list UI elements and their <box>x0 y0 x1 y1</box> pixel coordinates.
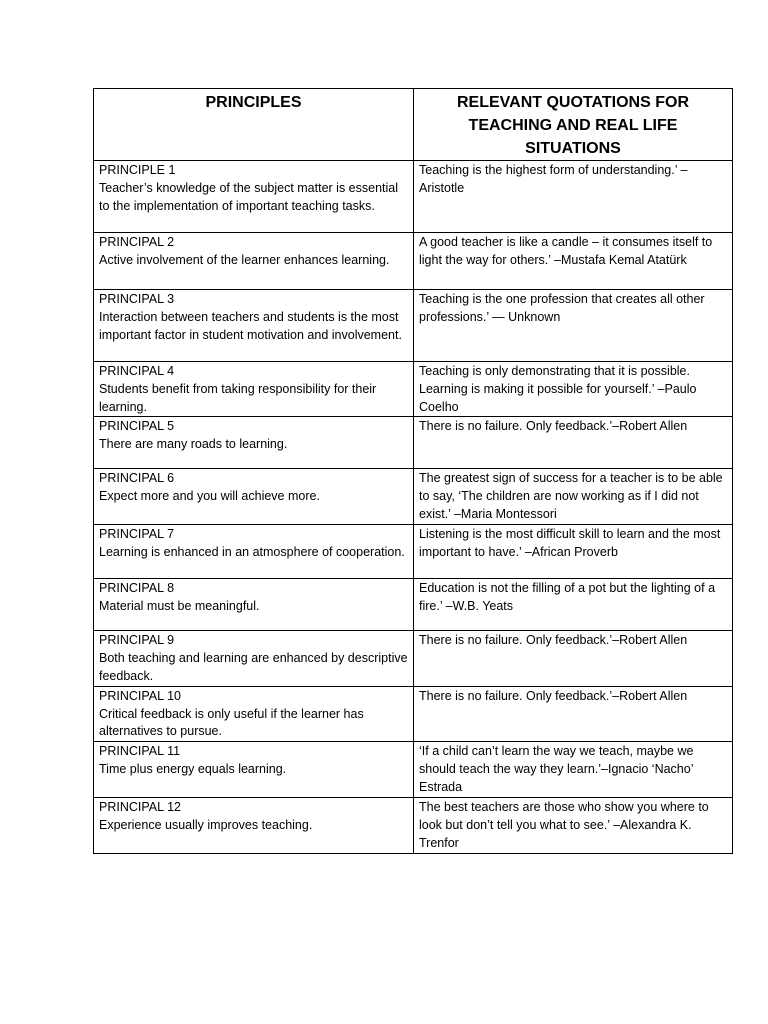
principle-cell <box>94 362 414 417</box>
quote-cell: There is no failure. Only feedback.’–Robert Allen <box>414 631 733 686</box>
table-row <box>94 631 733 686</box>
quote-cell: Teaching is the highest form of understanding.’ –Aristotle <box>414 161 733 233</box>
quotations-header: RELEVANT QUOTATIONS FOR TEACHING AND REAL LIFE SITUATIONS <box>414 89 733 161</box>
principle-cell <box>94 161 414 233</box>
quote-cell: ‘If a child can’t learn the way we teach, maybe we should teach the way they learn.’–Ignacio ‘Nacho’ Estrada <box>414 742 733 798</box>
principle-text: There are many roads to learning. <box>99 437 288 452</box>
principle-cell <box>94 290 414 362</box>
principle-title: PRINCIPAL 9 <box>99 633 175 648</box>
table-row <box>94 362 733 417</box>
principle-title: PRINCIPAL 2 <box>99 235 175 249</box>
principle-cell <box>94 417 414 469</box>
principle-cell <box>94 233 414 290</box>
principle-text: Expect more and you will achieve more. <box>99 489 320 504</box>
principle-title: PRINCIPAL 12 <box>99 800 181 815</box>
table-row <box>94 469 733 525</box>
principle-title: PRINCIPAL 11 <box>99 744 181 759</box>
table-row <box>94 417 733 469</box>
principle-title: PRINCIPAL 8 <box>99 581 175 596</box>
principle-cell <box>94 686 414 741</box>
principle-title: PRINCIPAL 6 <box>99 471 175 486</box>
principle-text: Material must be meaningful. <box>99 599 260 614</box>
table-header-row <box>94 89 733 161</box>
principle-text: Critical feedback is only useful if the learner has alternatives to pursue. <box>99 706 364 739</box>
table-row <box>94 525 733 579</box>
principle-title: PRINCIPAL 10 <box>99 688 181 703</box>
principle-text: Time plus energy equals learning. <box>99 761 287 776</box>
table-row <box>94 798 733 853</box>
quote-cell: The greatest sign of success for a teacher is to be able to say, ‘The children are now working as if I did not exist.’ –Maria Montessori <box>414 469 733 525</box>
table-row <box>94 579 733 631</box>
principle-text: Learning is enhanced in an atmosphere of cooperation. <box>99 545 405 560</box>
principle-title: PRINCIPAL 7 <box>99 527 175 542</box>
quote-cell: Education is not the filling of a pot but the lighting of a fire.’ –W.B. Yeats <box>414 579 733 631</box>
principle-text: Teacher’s knowledge of the subject matter is essential to the implementation of important teaching tasks. <box>99 180 399 213</box>
principle-text: Active involvement of the learner enhances learning. <box>99 252 390 267</box>
quote-cell: Teaching is only demonstrating that it is possible. Learning is making it possible for yourself.’ –Paulo Coelho <box>414 362 733 417</box>
principle-cell <box>94 742 414 798</box>
quote-cell: Listening is the most difficult skill to learn and the most important to have.’ –African Proverb <box>414 525 733 579</box>
table-row <box>94 161 733 233</box>
principle-text: Experience usually improves teaching. <box>99 817 313 832</box>
quote-cell: Teaching is the one profession that creates all other professions.’ — Unknown <box>414 290 733 362</box>
principle-cell <box>94 469 414 525</box>
principle-text: Students benefit from taking responsibility for their learning. <box>99 381 377 414</box>
principles-table <box>93 88 733 854</box>
principle-text: Interaction between teachers and students is the most important factor in student motivation and involvement. <box>99 309 402 342</box>
quote-cell: A good teacher is like a candle – it consumes itself to light the way for others.’ –Mustafa Kemal Atatürk <box>414 233 733 290</box>
principle-title: PRINCIPLE 1 <box>99 163 176 177</box>
principle-cell <box>94 631 414 686</box>
table-row <box>94 233 733 290</box>
principle-title: PRINCIPAL 5 <box>99 419 175 434</box>
table-row <box>94 290 733 362</box>
table-row <box>94 742 733 798</box>
principle-cell <box>94 579 414 631</box>
quote-cell: There is no failure. Only feedback.’–Robert Allen <box>414 686 733 741</box>
principle-cell <box>94 798 414 853</box>
principles-header: PRINCIPLES <box>94 89 414 161</box>
principle-text: Both teaching and learning are enhanced by descriptive feedback. <box>99 651 408 683</box>
quote-cell: The best teachers are those who show you where to look but don’t tell you what to see.’ –Alexandra K. Trenfor <box>414 798 733 853</box>
quote-cell: There is no failure. Only feedback.’–Robert Allen <box>414 417 733 469</box>
principle-cell <box>94 525 414 579</box>
table-row <box>94 686 733 741</box>
principle-title: PRINCIPAL 4 <box>99 364 175 378</box>
principle-title: PRINCIPAL 3 <box>99 292 175 306</box>
